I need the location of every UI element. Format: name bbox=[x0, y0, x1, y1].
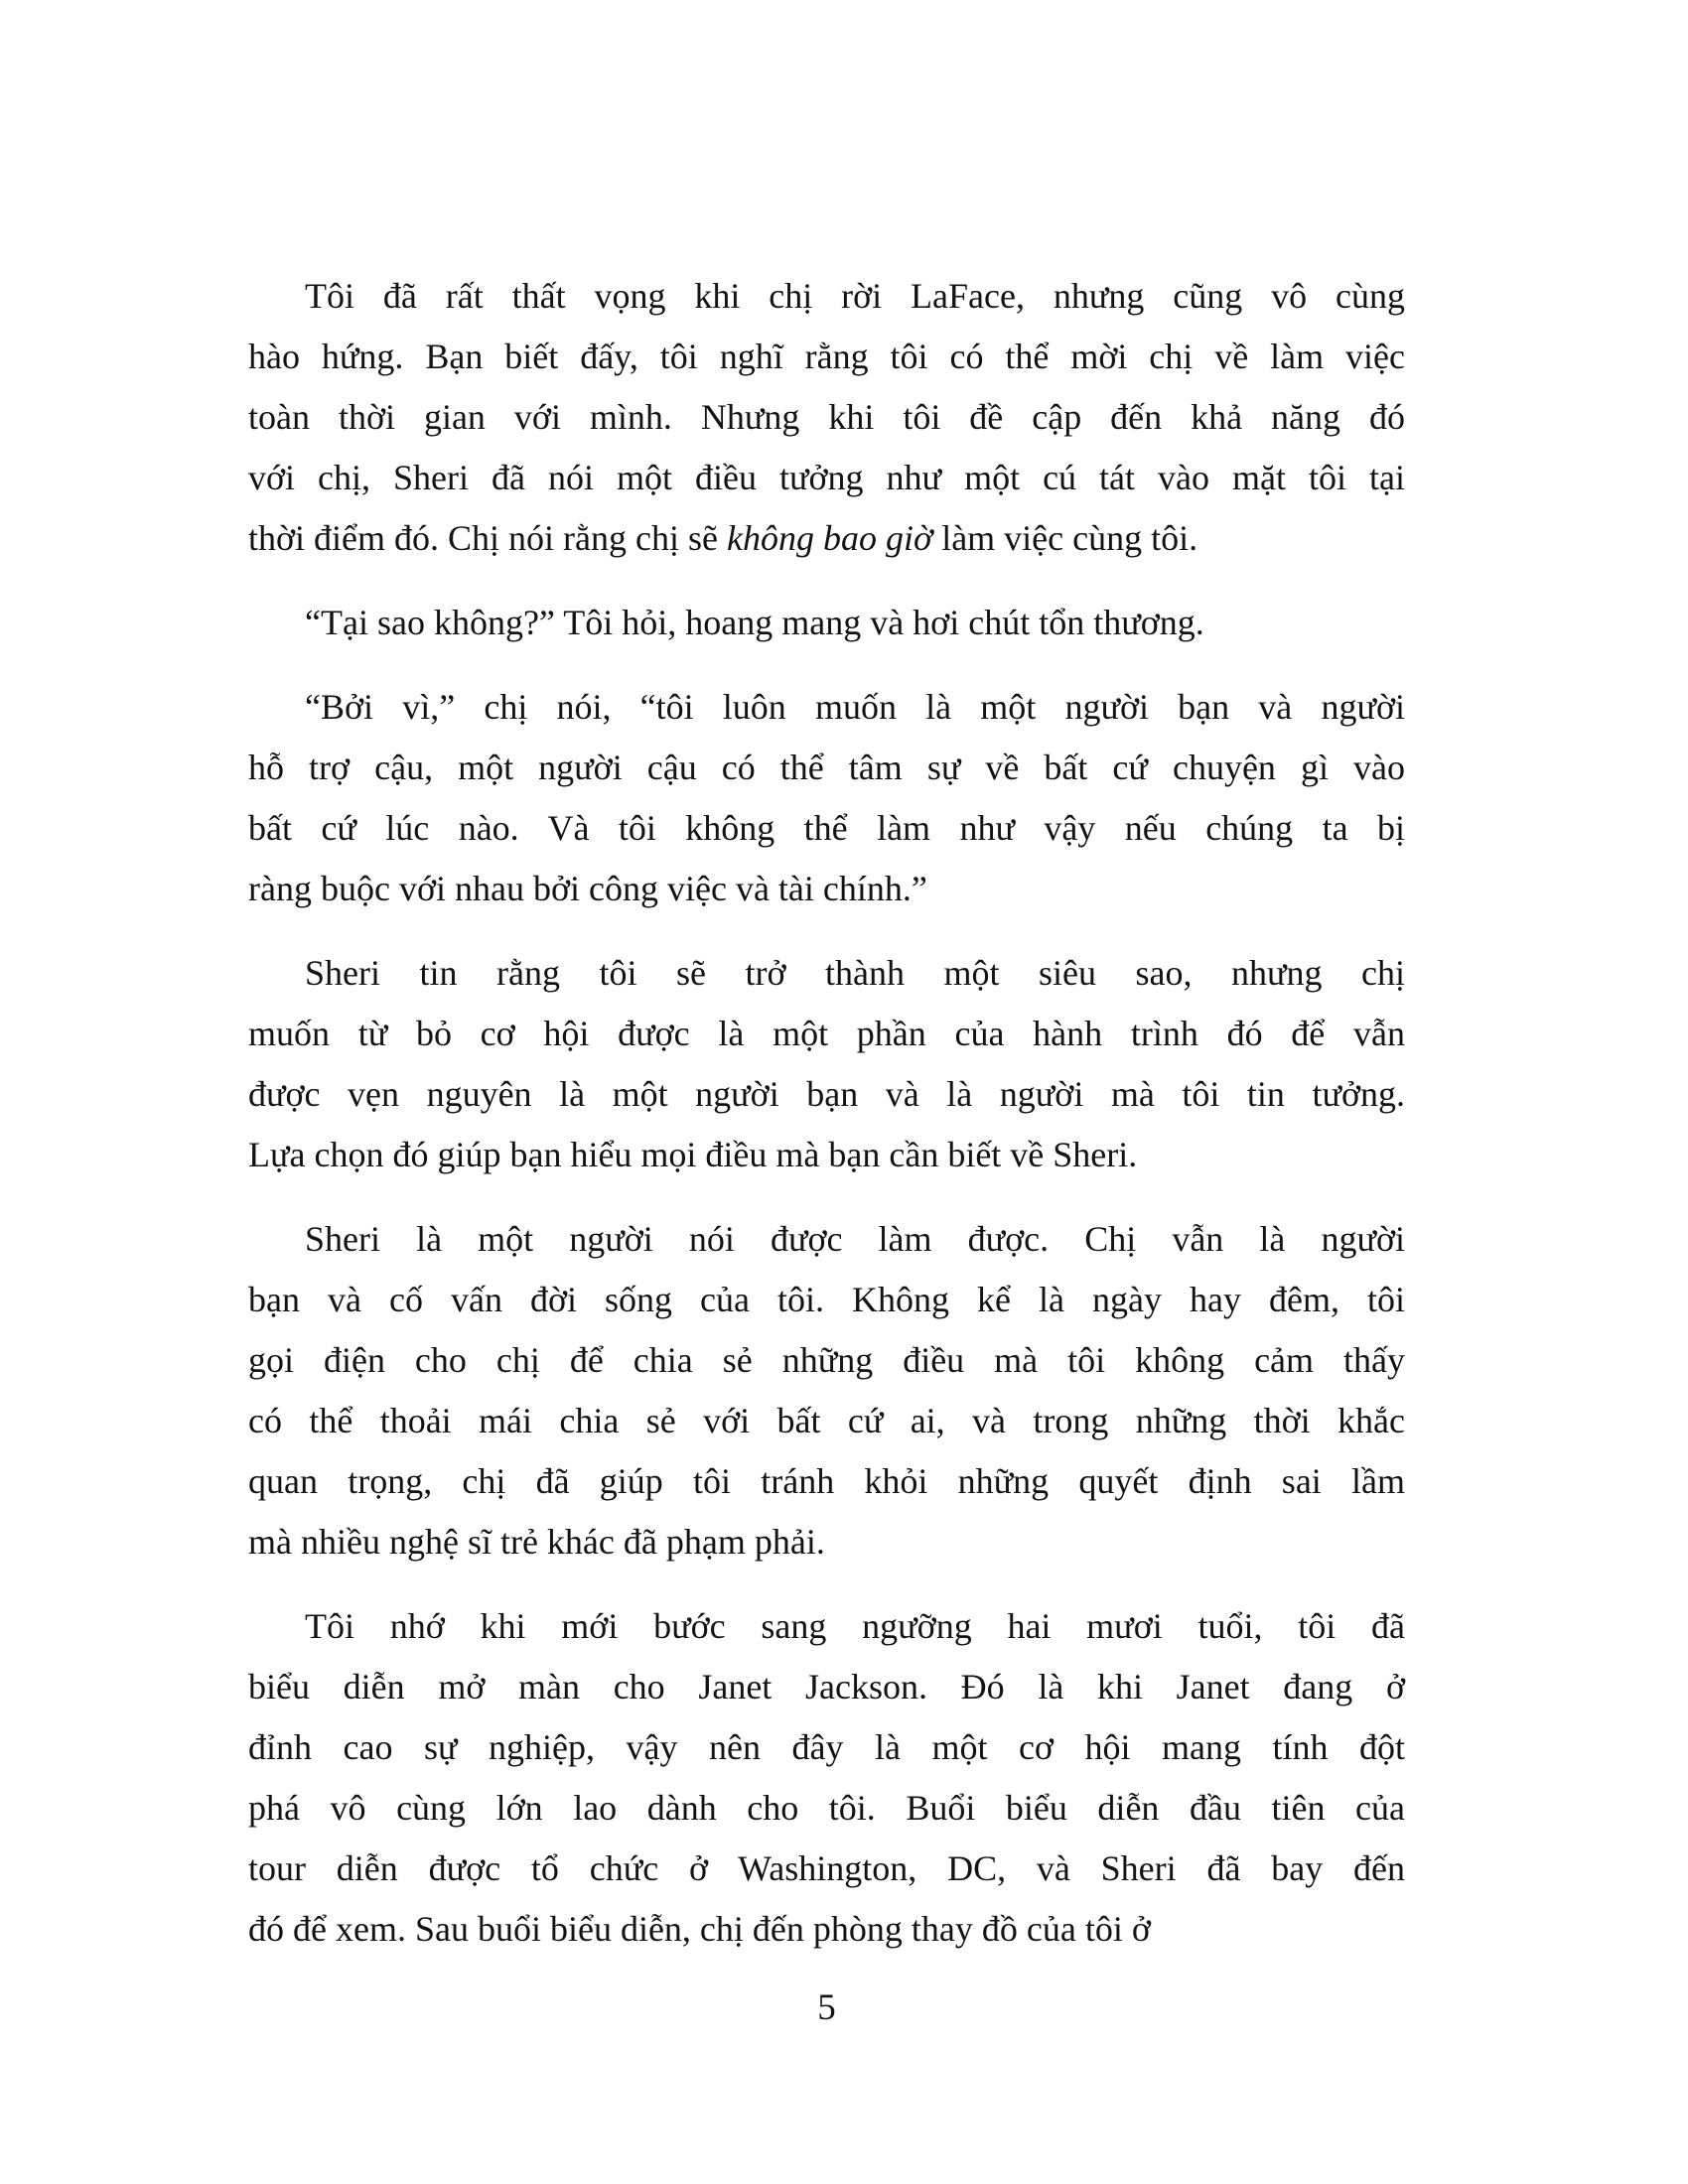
text-line: tour diễn được tổ chức ở Washington, DC, và Sheri đã bay đến bbox=[248, 1848, 1405, 1888]
text-line: gọi điện cho chị để chia sẻ những điều mà tôi không cảm thấy bbox=[248, 1340, 1405, 1380]
text-line: đó để xem. Sau buổi biểu diễn, chị đến phòng thay đồ của tôi ở bbox=[248, 1909, 1151, 1949]
text-line: bất cứ lúc nào. Và tôi không thể làm như vậy nếu chúng ta bị bbox=[248, 808, 1405, 848]
text-line: muốn từ bỏ cơ hội được là một phần của hành trình đó để vẫn bbox=[248, 1014, 1405, 1053]
text-line: có thể thoải mái chia sẻ với bất cứ ai, và trong những thời khắc bbox=[248, 1401, 1405, 1440]
text-line: hào hứng. Bạn biết đấy, tôi nghĩ rằng tôi có thể mời chị về làm việc bbox=[248, 337, 1405, 376]
text-line: với chị, Sheri đã nói một điều tưởng như một cú tát vào mặt tôi tại bbox=[248, 458, 1405, 497]
text-line: phá vô cùng lớn lao dành cho tôi. Buổi biểu diễn đầu tiên của bbox=[248, 1788, 1405, 1828]
text-line: “Bởi vì,” chị nói, “tôi luôn muốn là một người bạn và người bbox=[305, 687, 1405, 727]
text-line: bạn và cố vấn đời sống của tôi. Không kể là ngày hay đêm, tôi bbox=[248, 1280, 1405, 1319]
paragraph bbox=[248, 677, 1405, 919]
paragraph bbox=[248, 1209, 1405, 1572]
text-line: mà nhiều nghệ sĩ trẻ khác đã phạm phải. bbox=[248, 1522, 825, 1562]
text-column bbox=[248, 266, 1405, 1983]
text-line: quan trọng, chị đã giúp tôi tránh khỏi những quyết định sai lầm bbox=[248, 1461, 1405, 1501]
paragraph bbox=[248, 266, 1405, 569]
text-line: Sheri tin rằng tôi sẽ trở thành một siêu sao, nhưng chị bbox=[305, 953, 1405, 993]
text-line: ràng buộc với nhau bởi công việc và tài chính.” bbox=[248, 869, 927, 908]
text-line: thời điểm đó. Chị nói rằng chị sẽ không bao giờ làm việc cùng tôi. bbox=[248, 518, 1198, 558]
text-line: đỉnh cao sự nghiệp, vậy nên đây là một cơ hội mang tính đột bbox=[248, 1727, 1405, 1767]
paragraph bbox=[248, 1596, 1405, 1960]
text-line: toàn thời gian với mình. Nhưng khi tôi đề cập đến khả năng đó bbox=[248, 397, 1405, 437]
text-line: Sheri là một người nói được làm được. Chị vẫn là người bbox=[305, 1219, 1405, 1259]
page-number: 5 bbox=[817, 1987, 836, 2028]
paragraph bbox=[248, 943, 1405, 1185]
text-line: Tôi đã rất thất vọng khi chị rời LaFace, nhưng cũng vô cùng bbox=[305, 276, 1405, 316]
text-line: hỗ trợ cậu, một người cậu có thể tâm sự về bất cứ chuyện gì vào bbox=[248, 748, 1405, 787]
text-line: Lựa chọn đó giúp bạn hiểu mọi điều mà bạn cần biết về Sheri. bbox=[248, 1135, 1138, 1174]
text-line: biểu diễn mở màn cho Janet Jackson. Đó là khi Janet đang ở bbox=[248, 1667, 1405, 1706]
text-line: “Tại sao không?” Tôi hỏi, hoang mang và hơi chút tổn thương. bbox=[305, 603, 1204, 642]
text-line: Tôi nhớ khi mới bước sang ngưỡng hai mươi tuổi, tôi đã bbox=[305, 1606, 1405, 1646]
text-line: được vẹn nguyên là một người bạn và là người mà tôi tin tưởng. bbox=[248, 1074, 1405, 1114]
paragraph bbox=[248, 593, 1405, 653]
